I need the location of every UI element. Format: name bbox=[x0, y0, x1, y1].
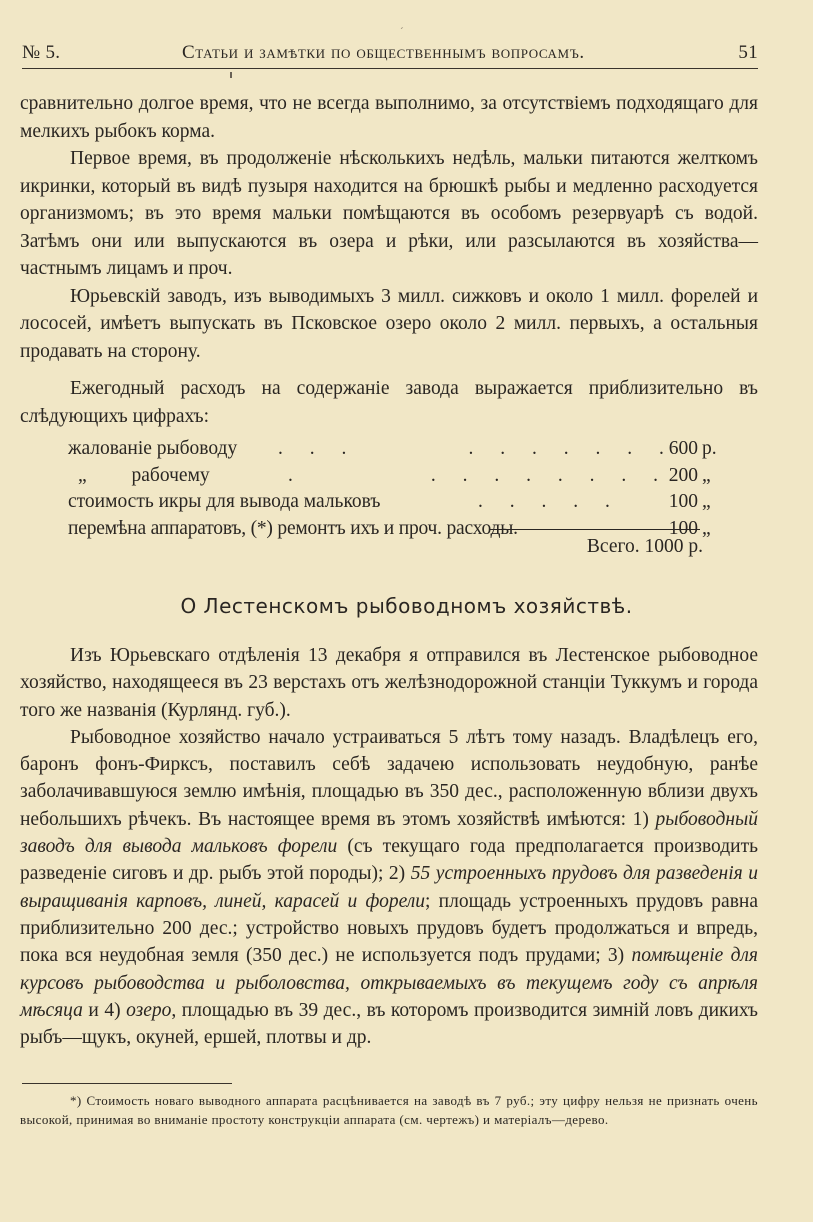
expense-label: жалованіе рыбоводу bbox=[68, 438, 238, 459]
leader-dots: . . . . . . . . . . bbox=[278, 438, 675, 459]
sum-rule bbox=[490, 529, 700, 530]
header-title: Статьи и замѣтки по общественнымъ вопросамъ. bbox=[182, 42, 585, 63]
page-number: 51 bbox=[738, 42, 758, 63]
issue-number: № 5. bbox=[22, 42, 61, 63]
footnote-rule bbox=[22, 1083, 232, 1084]
emphasis: озеро bbox=[126, 999, 172, 1021]
expense-label: перемѣна аппаратовъ, (*) ремонтъ ихъ и проч. расходы. bbox=[68, 517, 518, 539]
paragraph: Изъ Юрьевскаго отдѣленія 13 декабря я отправился въ Лестенское рыбоводное хозяйство, находящееся въ 23 верстахъ отъ желѣзнодорожной станціи Туккумъ и города того же названія (Курлянд. губ.). bbox=[20, 645, 758, 721]
expense-row bbox=[68, 463, 728, 490]
intro-text bbox=[20, 90, 758, 430]
emphasis: 55 устроенныхъ прудовъ для разведенія и выращиванія карповъ, линей, карасей и форели bbox=[20, 863, 758, 912]
expense-value: 100 „ bbox=[668, 491, 711, 512]
expense-value: 100 „ bbox=[668, 517, 711, 539]
emphasis: помѣщеніе для курсовъ рыбоводства и рыболовства, открываемыхъ въ текущемъ году съ апрѣля мѣсяца bbox=[20, 945, 758, 1021]
expense-label: „ рабочему bbox=[78, 464, 210, 486]
footnote-text: *) Стоимость новаго выводного аппарата расцѣнивается на заводѣ въ 7 руб.; эту цифру нельзя не признать очень высокой, принимая во вниманіе простоту конструкціи аппарата (см. чертежъ) и матеріалъ—дерево. bbox=[20, 1093, 758, 1127]
paragraph: Рыбоводное хозяйство начало устраиваться 5 лѣтъ тому назадъ. Владѣлецъ его, баронъ фонъ-Фирксъ, поставилъ себѣ задачею использовать неудобную, ранѣе заболачивавшуюся землю имѣнія, площадью въ 350 дес., расположенную вблизи двухъ небольшихъ рѣчекъ. Въ настоящее время въ этомъ хозяйствѣ имѣются: 1) рыбоводный заводъ для вывода мальковъ форели (съ текущаго года предполагается производить разведеніе сиговъ и др. рыбъ этой породы); 2) 55 устроенныхъ прудовъ для разведенія и выращиванія карповъ, линей, карасей и форели; площадь устроенныхъ прудовъ равна приблизительно 200 дес.; устройство новыхъ прудовъ будетъ продолжаться и впредь, пока вся неудобная земля (350 дес.) не используется подъ прудами; 3) помѣщеніе для курсовъ рыбоводства и рыболовства, открываемыхъ въ текущемъ году съ апрѣля мѣсяца и 4) озеро, площадью въ 39 дес., въ которомъ производится зимній ловъ дикихъ рыбъ—щукъ, окуней, ершей, плотвы и др. bbox=[20, 726, 759, 1049]
footnote bbox=[20, 1092, 758, 1129]
section-title: О Лестенскомъ рыбоводномъ хозяйствѣ. bbox=[180, 594, 633, 618]
leader-dots: . . . . . . . . . bbox=[288, 464, 669, 486]
expense-row bbox=[68, 489, 728, 516]
expense-value: 200 „ bbox=[668, 464, 711, 486]
emphasis: рыбоводный заводъ для вывода мальковъ форели bbox=[20, 808, 758, 858]
expense-label: стоимость икры для вывода мальковъ bbox=[68, 491, 381, 512]
paragraph: Ежегодный расходъ на содержаніе завода выражается приблизительно въ слѣдующихъ цифрахъ: bbox=[20, 378, 758, 427]
expense-total: Всего. 1000 р. bbox=[586, 536, 703, 557]
paragraph: Первое время, въ продолженіе нѣсколькихъ недѣль, мальки питаются желткомъ икринки, который въ видѣ пузыря находится на брюшкѣ рыбы и медленно расходуется организмомъ; въ это время мальки помѣщаются въ особомъ резервуарѣ съ водой. Затѣмъ они или выпускаются въ озера и рѣки, или разсылаются въ хозяйства—частнымъ лицамъ и проч. bbox=[20, 148, 758, 279]
section-text bbox=[20, 642, 758, 1051]
paragraph: сравнительно долгое время, что не всегда выполнимо, за отсутствіемъ подходящаго для мелкихъ рыбокъ корма. bbox=[20, 93, 758, 142]
paragraph: Юрьевскій заводъ, изъ выводимыхъ 3 милл. сижковъ и около 1 милл. форелей и лососей, имѣетъ выпускать въ Псковское озеро около 2 милл. первыхъ, а остальныя продавать на сторону. bbox=[20, 285, 758, 362]
expense-value: 600 р. bbox=[668, 438, 717, 459]
expense-table bbox=[68, 436, 728, 542]
header-rule bbox=[22, 68, 758, 69]
leader-dots: . . . . . bbox=[478, 491, 621, 512]
corner-mark: ´ bbox=[400, 26, 404, 38]
print-tick bbox=[230, 72, 232, 78]
expense-row bbox=[68, 436, 728, 463]
